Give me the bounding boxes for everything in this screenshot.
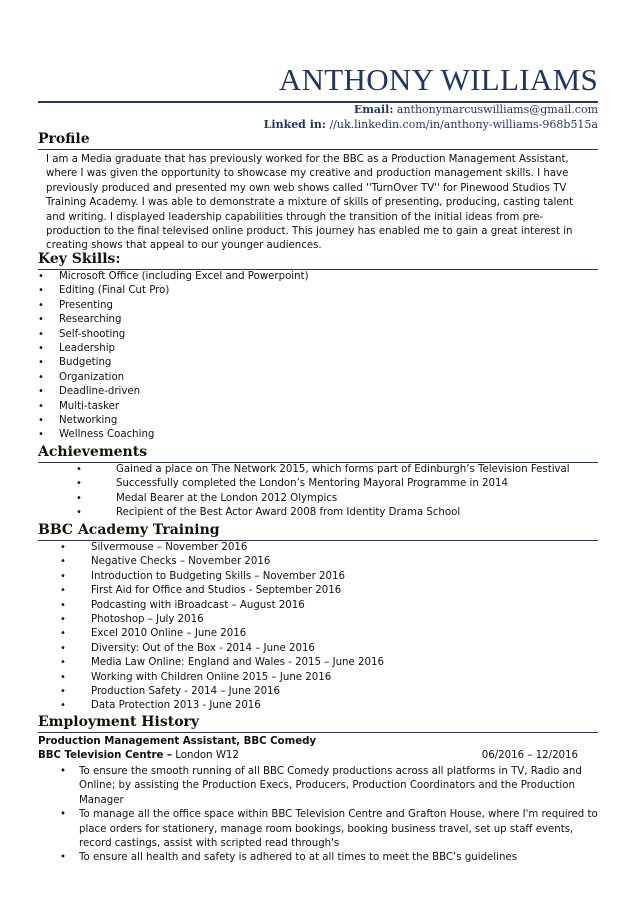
bullet-icon: •	[38, 342, 44, 354]
skill-item-text: Presenting	[59, 299, 113, 311]
bullet-icon: •	[38, 429, 44, 441]
profile-heading: Profile	[38, 131, 90, 147]
training-item-text: Diversity: Out of the Box - 2014 – June 2016	[91, 642, 315, 654]
bullet-icon: •	[60, 657, 66, 669]
profile-divider	[38, 149, 598, 150]
bullet-icon: •	[60, 809, 67, 821]
bullet-icon: •	[38, 314, 44, 326]
duty-text: To manage all the office space within BBC Television Centre and Grafton House, where I'm required to place orders for stationery, manage room bookings, booking business travel, set up staff events, record castings, assist with scripted read through's	[79, 809, 598, 850]
duty-item	[60, 808, 600, 851]
email-address[interactable]: anthonymarcuswilliams@gmail.com	[396, 103, 598, 116]
duty-item	[60, 765, 600, 808]
bullet-icon: •	[60, 628, 66, 640]
skill-item-text: Wellness Coaching	[59, 429, 155, 441]
bullet-icon: •	[60, 542, 66, 553]
training-item-text: Podcasting with iBroadcast – August 2016	[91, 599, 305, 611]
training-item-text: Working with Children Online 2015 – June 2016	[91, 671, 332, 683]
training-item-text: Negative Checks – November 2016	[91, 556, 271, 568]
employer-name: BBC Television Centre –	[38, 750, 173, 761]
skill-item-text: Editing (Final Cut Pro)	[59, 285, 170, 297]
bullet-icon: •	[38, 285, 44, 297]
duty-text: To ensure all health and safety is adhered to at all times to meet the BBC’s guidelines	[79, 852, 518, 864]
email-label: Email:	[353, 103, 394, 116]
bullet-icon: •	[60, 570, 66, 582]
job-dates: 06/2016 – 12/2016	[481, 750, 578, 761]
bullet-icon: •	[60, 671, 66, 683]
training-item-text: Excel 2010 Online – June 2016	[91, 628, 247, 640]
bullet-icon: •	[38, 299, 44, 311]
skill-item-text: Budgeting	[59, 357, 112, 369]
bullet-icon: •	[38, 414, 44, 426]
job-title: Production Management Assistant, BBC Comedy	[38, 736, 317, 747]
training-item-text: Silvermouse – November 2016	[91, 542, 248, 553]
training-item-text: Data Protection 2013 - June 2016	[91, 700, 261, 712]
bullet-icon: •	[60, 585, 66, 597]
skill-item-text: Microsoft Office (including Excel and Powerpoint)	[59, 271, 309, 282]
skill-item-text: Organization	[59, 371, 125, 383]
skill-item-text: Deadline-driven	[59, 386, 141, 398]
bullet-icon: •	[60, 685, 66, 697]
candidate-name: ANTHONY WILLIAMS	[278, 62, 598, 97]
skills-heading: Key Skills:	[38, 251, 121, 267]
training-item-text: Production Safety - 2014 – June 2016	[91, 685, 281, 697]
employer-location: London W12	[175, 750, 239, 761]
bullet-icon: •	[60, 556, 66, 568]
achievement-item-text: Successfully completed the London’s Mentoring Mayoral Programme in 2014	[116, 478, 508, 490]
achievement-item-text: Recipient of the Best Actor Award 2008 from Identity Drama School	[116, 507, 461, 519]
email-line	[354, 103, 598, 116]
training-item-text: Photoshop – July 2016	[91, 613, 204, 625]
employer-line	[38, 750, 578, 761]
bullet-icon: •	[38, 271, 44, 282]
achievements-heading: Achievements	[38, 444, 148, 460]
profile-summary: I am a Media graduate that has previously worked for the BBC as a Production Management Assistant, where I was given the opportunity to showcase my creative and production management skills. I have previously produced and presented my own web shows called ''TurnOver TV'' for Pinewood Studios TV Training Academy. I was able to demonstrate a mixture of skills of presenting, producing, casting talent and writing. I displayed leadership capabilities through the transition of the initial ideas from pre-production to the final televised online product. This journey has enabled me to gain a great interest in creating shows that appeal to our younger audiences.	[46, 154, 574, 252]
duty-text: To ensure the smooth running of all BBC Comedy productions across all platforms in TV, Radio and Online; by assisting the Production Execs, Producers, Production Coordinators and the Production Manager	[79, 766, 582, 806]
linkedin-label: Linked in:	[263, 118, 326, 131]
bullet-icon: •	[60, 766, 67, 777]
bullet-icon: •	[38, 357, 44, 369]
bullet-icon: •	[76, 464, 82, 475]
bullet-icon: •	[76, 507, 82, 519]
training-item-text: Introduction to Budgeting Skills – November 2016	[91, 570, 345, 582]
bullet-icon: •	[60, 613, 66, 625]
bullet-icon: •	[60, 599, 66, 611]
training-item-text: Media Law Online: England and Wales - 2015 – June 2016	[91, 657, 384, 669]
bullet-icon: •	[38, 371, 44, 383]
skill-item-text: Networking	[59, 414, 118, 426]
bullet-icon: •	[60, 852, 67, 864]
training-item-text: First Aid for Office and Studios - September 2016	[91, 585, 342, 597]
training-heading: BBC Academy Training	[38, 522, 220, 538]
employment-divider	[38, 732, 598, 733]
linkedin-url[interactable]: //uk.linkedin.com/in/anthony-williams-968b515a	[329, 118, 598, 131]
duties-list	[60, 765, 600, 866]
duty-item	[60, 851, 600, 865]
skill-item-text: Researching	[59, 314, 122, 326]
achievement-item-text: Medal Bearer at the London 2012 Olympics	[116, 492, 338, 504]
skill-item-text: Leadership	[59, 342, 115, 354]
bullet-icon: •	[60, 700, 66, 712]
achievement-item-text: Gained a place on The Network 2015, which forms part of Edinburgh’s Television Festival	[116, 464, 570, 475]
employment-heading: Employment History	[38, 714, 200, 730]
bullet-icon: •	[76, 492, 82, 504]
linkedin-line	[264, 118, 598, 131]
bullet-icon: •	[76, 478, 82, 490]
bullet-icon: •	[38, 400, 44, 412]
skill-item-text: Self-shooting	[59, 328, 126, 340]
bullet-icon: •	[38, 386, 44, 398]
bullet-icon: •	[60, 642, 66, 654]
skill-item-text: Multi-tasker	[59, 400, 120, 412]
bullet-icon: •	[38, 328, 44, 340]
